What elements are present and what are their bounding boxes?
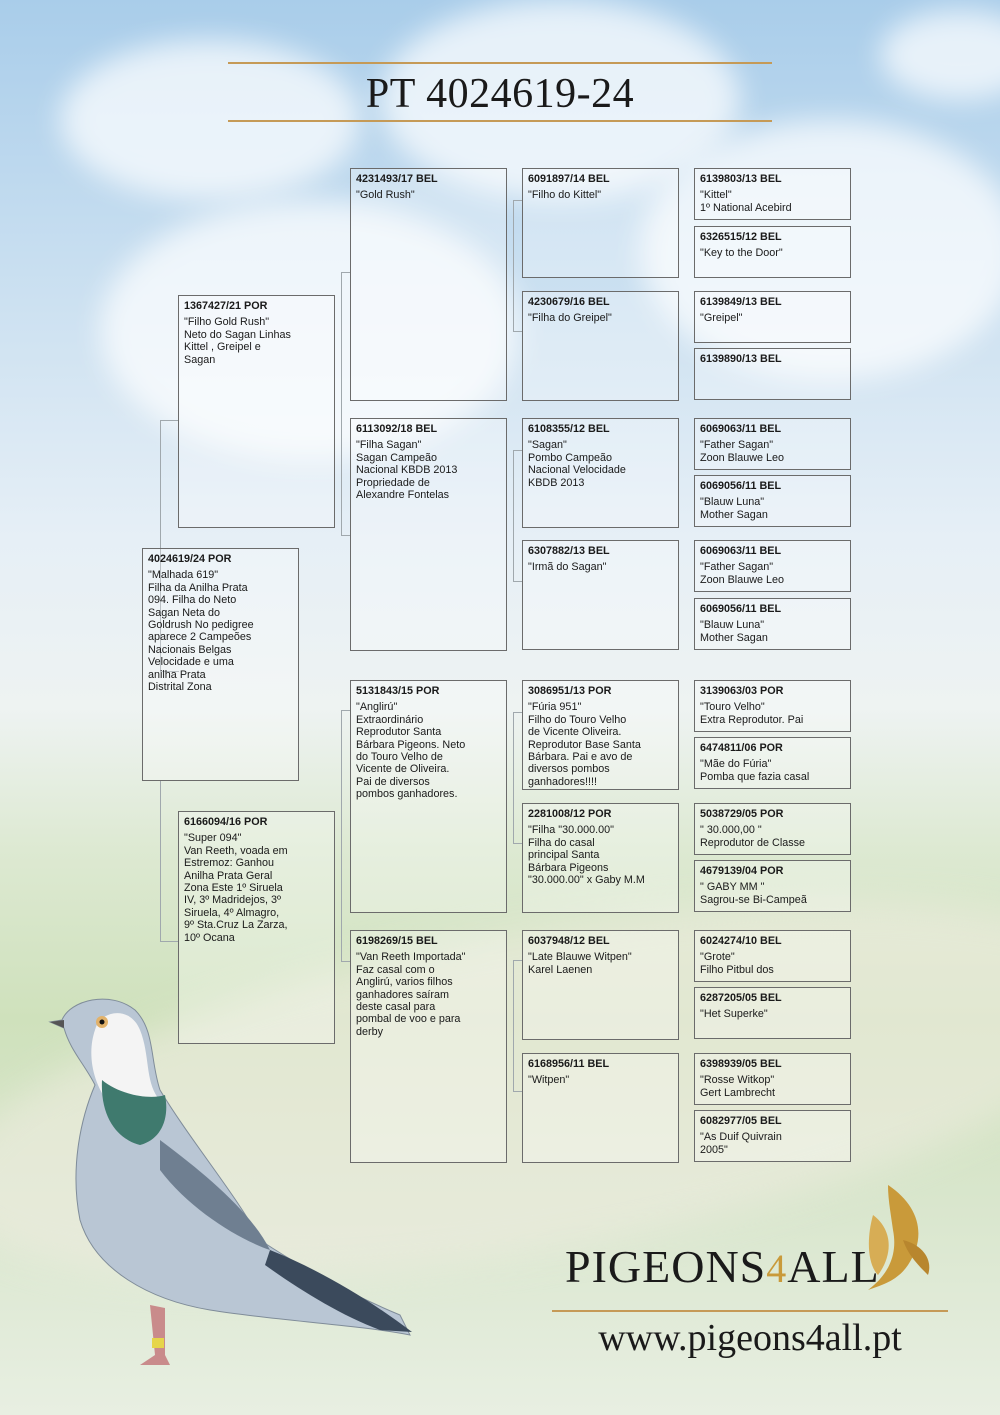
pedigree-ancestor — [694, 540, 851, 592]
title-rule-top — [228, 62, 772, 64]
bird-description: "Grote" Filho Pitbul dos — [700, 951, 774, 976]
pedigree-grandparent — [350, 680, 507, 913]
bird-description: "Filha Sagan" Sagan Campeão Nacional KBDB 2013 Propriedade de Alexandre Fontelas — [356, 439, 458, 502]
ring-number: 6091897/14 BEL — [528, 173, 610, 185]
ring-number: 3086951/13 POR — [528, 685, 612, 697]
logo-rule — [552, 1310, 948, 1312]
title-rule-bottom — [228, 120, 772, 122]
pedigree-ancestor — [694, 291, 851, 343]
bird-description: "Filha "30.000.00" Filha do casal principal Santa Bárbara Pigeons "30.000.00" x Gaby M.M — [528, 824, 645, 887]
ring-number: 3139063/03 POR — [700, 685, 784, 697]
pigeon-image — [40, 970, 420, 1380]
pedigree-ancestor — [694, 475, 851, 527]
website-url: www.pigeons4all.pt — [598, 1317, 902, 1359]
bird-description: "Het Superke" — [700, 1008, 768, 1021]
ring-number: 6139803/13 BEL — [700, 173, 782, 185]
bird-description: "Sagan" Pombo Campeão Nacional Velocidade KBDB 2013 — [528, 439, 626, 489]
bird-description: "Irmã do Sagan" — [528, 561, 607, 574]
bird-description: "Blauw Luna" Mother Sagan — [700, 496, 768, 521]
pedigree-ancestor — [694, 1110, 851, 1162]
pedigree-grandparent — [350, 418, 507, 651]
ring-number: 6398939/05 BEL — [700, 1058, 782, 1070]
bird-description: "Blauw Luna" Mother Sagan — [700, 619, 768, 644]
pedigree-great-grandparent — [522, 1053, 679, 1163]
ring-number: 6069063/11 BEL — [700, 545, 782, 557]
ring-number: 6326515/12 BEL — [700, 231, 782, 243]
pedigree-great-grandparent — [522, 803, 679, 913]
ring-number: 6474811/06 POR — [700, 742, 783, 754]
pedigree-ancestor — [694, 987, 851, 1039]
pedigree-ancestor — [694, 803, 851, 855]
ring-number: 6168956/11 BEL — [528, 1058, 610, 1070]
ring-number: 5131843/15 POR — [356, 685, 440, 697]
pedigree-subject — [142, 548, 299, 781]
ring-number: 6139890/13 BEL — [700, 353, 782, 365]
pedigree-ancestor — [694, 348, 851, 400]
ring-number: 4024619/24 POR — [148, 553, 232, 565]
ring-number: 6024274/10 BEL — [700, 935, 782, 947]
pedigree-ancestor — [694, 1053, 851, 1105]
bird-description: "Malhada 619" Filha da Anilha Prata 094. Filha do Neto Sagan Neta do Goldrush No pedigree aparece 2 Campeões Nacionais Belgas Velocidade e uma anilha Prata Distrital Zona — [148, 569, 254, 694]
bird-description: "Filha do Greipel" — [528, 312, 612, 325]
bird-description: "Rosse Witkop" Gert Lambrecht — [700, 1074, 776, 1099]
logo-number: 4 — [766, 1246, 788, 1291]
pedigree-great-grandparent — [522, 418, 679, 528]
bird-description: "Touro Velho" Extra Reprodutor. Pai — [700, 701, 804, 726]
pedigree-ancestor — [694, 418, 851, 470]
bird-description: "Gold Rush" — [356, 189, 415, 202]
ring-number: 6166094/16 POR — [184, 816, 268, 828]
pedigree-ancestor — [694, 680, 851, 732]
ring-number: 6108355/12 BEL — [528, 423, 610, 435]
bird-description: "Filho Gold Rush" Neto do Sagan Linhas Kittel , Greipel e Sagan — [184, 316, 291, 366]
ring-number: 6287205/05 BEL — [700, 992, 782, 1004]
pedigree-ancestor — [694, 860, 851, 912]
bird-description: "Father Sagan" Zoon Blauwe Leo — [700, 561, 785, 586]
ring-number: 6113092/18 BEL — [356, 423, 438, 435]
ring-number: 4231493/17 BEL — [356, 173, 438, 185]
page-title: PT 4024619-24 — [365, 71, 635, 117]
pedigree-ancestor — [694, 737, 851, 789]
brand-logo — [565, 1240, 880, 1293]
bird-description: " GABY MM " Sagrou-se Bi-Campeã — [700, 881, 807, 906]
ring-number: 6037948/12 BEL — [528, 935, 610, 947]
pedigree-ancestor — [694, 226, 851, 278]
bird-description: "Fúria 951" Filho do Touro Velho de Vicente Oliveira. Reprodutor Base Santa Bárbara. Pai e avo de diversos pombos ganhadores!!!! — [528, 701, 641, 788]
connector — [160, 780, 179, 942]
ring-number: 1367427/21 POR — [184, 300, 268, 312]
ring-number: 2281008/12 POR — [528, 808, 612, 820]
ring-number: 4230679/16 BEL — [528, 296, 610, 308]
pedigree-sire — [178, 295, 335, 528]
ring-number: 6069063/11 BEL — [700, 423, 782, 435]
bird-description: "Witpen" — [528, 1074, 570, 1087]
bird-description: "Father Sagan" Zoon Blauwe Leo — [700, 439, 785, 464]
ring-number: 5038729/05 POR — [700, 808, 784, 820]
ring-number: 4679139/04 POR — [700, 865, 784, 877]
bird-description: "Filho do Kittel" — [528, 189, 602, 202]
ring-number: 6307882/13 BEL — [528, 545, 610, 557]
pedigree-great-grandparent — [522, 930, 679, 1040]
bird-description: "Super 094" Van Reeth, voada em Estremoz: Ganhou Anilha Prata Geral Zona Este 1º Siruela IV, 3º Madridejos, 3º Siruela, 4º Almagro, 9º Sta.Cruz La Zarza, 10º Ocana — [184, 832, 288, 944]
bird-description: "Late Blauwe Witpen" Karel Laenen — [528, 951, 632, 976]
logo-text: PIGEONS — [565, 1241, 767, 1292]
ring-number: 6198269/15 BEL — [356, 935, 438, 947]
logo-text: ALL — [787, 1241, 880, 1292]
pedigree-ancestor — [694, 598, 851, 650]
bird-description: "Kittel" 1º National Acebird — [700, 189, 792, 214]
pedigree-great-grandparent — [522, 680, 679, 790]
pedigree-ancestor — [694, 930, 851, 982]
bird-description: "Mãe do Fúria" Pomba que fazia casal — [700, 758, 810, 783]
bird-description: " 30.000,00 " Reprodutor de Classe — [700, 824, 806, 849]
ring-number: 6069056/11 BEL — [700, 480, 782, 492]
bird-description: "Greipel" — [700, 312, 743, 325]
pedigree-ancestor — [694, 168, 851, 220]
pedigree-great-grandparent — [522, 540, 679, 650]
bird-description: "Anglirú" Extraordinário Reprodutor Santa Bárbara Pigeons. Neto do Touro Velho de Vicente de Oliveira. Pai de diversos pombos ganhadores. — [356, 701, 466, 801]
ring-number: 6082977/05 BEL — [700, 1115, 782, 1127]
ring-number: 6069056/11 BEL — [700, 603, 782, 615]
bird-description: "Van Reeth Importada" Faz casal com o Anglirú, varios filhos ganhadores saíram deste casal para pombal de voo e para derby — [356, 951, 466, 1038]
pedigree-grandparent — [350, 168, 507, 401]
ring-number: 6139849/13 BEL — [700, 296, 782, 308]
pedigree-great-grandparent — [522, 291, 679, 401]
bird-description: "Key to the Door" — [700, 247, 783, 260]
bird-description: "As Duif Quivrain 2005" — [700, 1131, 782, 1156]
pedigree-great-grandparent — [522, 168, 679, 278]
